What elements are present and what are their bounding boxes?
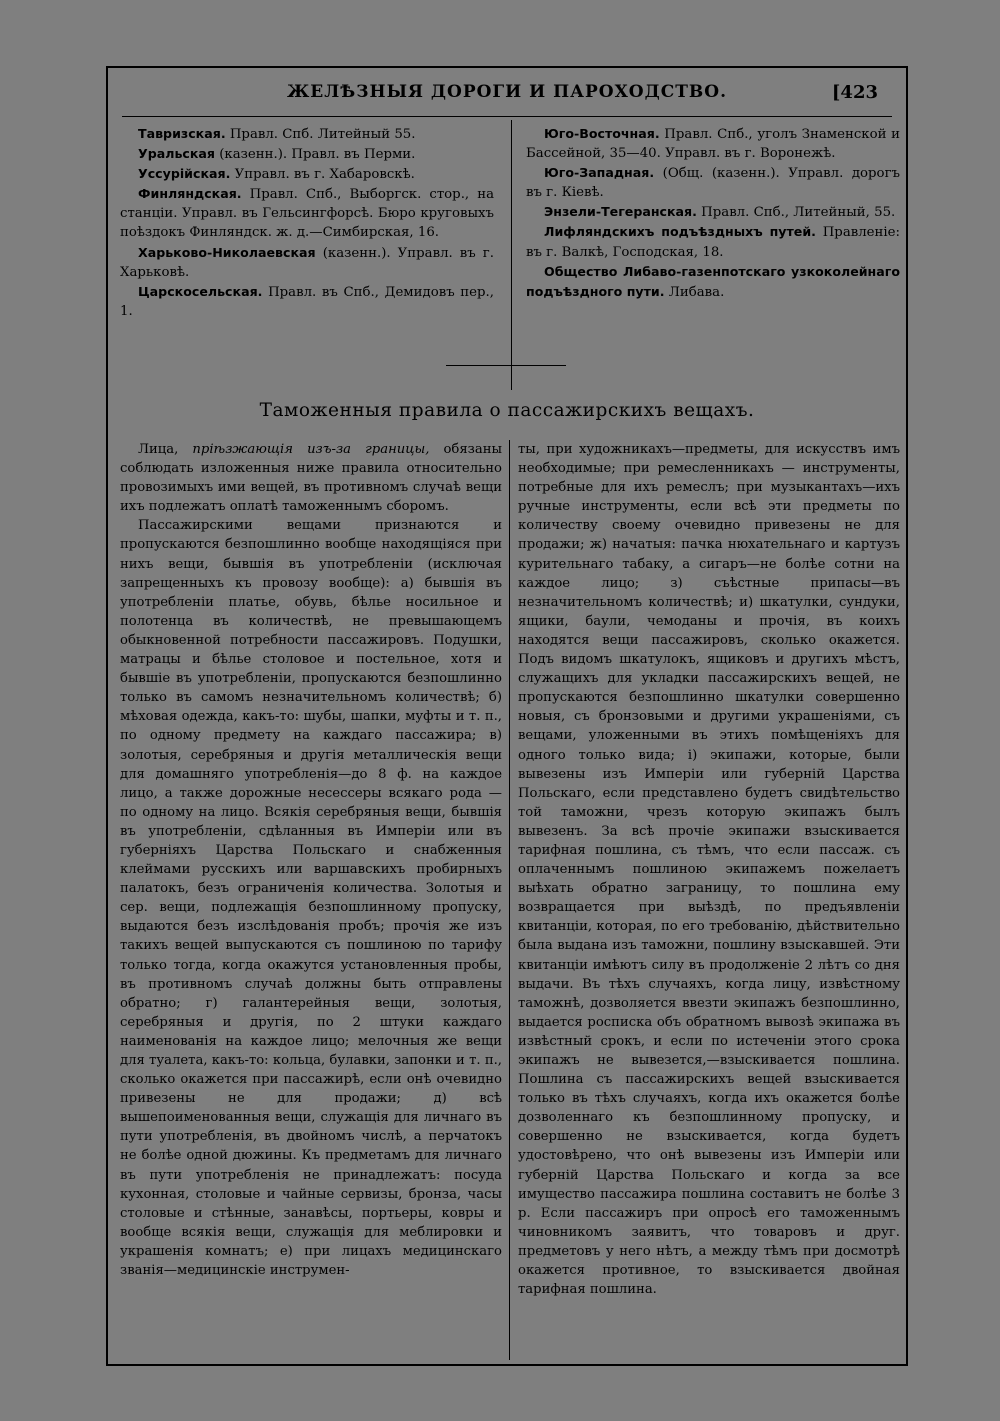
page-number: [423	[831, 82, 878, 103]
body-column-right	[518, 440, 900, 1299]
railway-details: Либава.	[664, 284, 725, 300]
railway-details: (Общ. (казенн.). Управл. дорогъ въ г. Кіевѣ.	[526, 166, 900, 201]
railway-list-left	[120, 124, 494, 321]
column-divider-body	[509, 440, 510, 1360]
railway-entry	[120, 124, 494, 144]
railway-details: Правл. Спб., уголъ Знаменской и Бассейной, 35—40. Управл. въ г. Воронежѣ.	[526, 127, 900, 162]
railway-entry	[526, 262, 900, 302]
running-header	[108, 82, 906, 112]
section-title: Таможенныя правила о пассажирскихъ вещахъ.	[259, 400, 755, 421]
railway-name: Общество Либаво-газенпотскаго узкоколейнаго подъѣздного пути.	[526, 263, 900, 299]
railway-entry	[120, 282, 494, 321]
paragraph-emphasis: пріѣзжающія изъ-за границы,	[192, 442, 430, 457]
railway-name: Лифляндскихъ подъѣздныхъ путей.	[544, 224, 816, 240]
railway-entry	[120, 184, 494, 242]
header-title: ЖЕЛѢЗНЫЯ ДОРОГИ И ПАРОХОДСТВО.	[286, 82, 728, 102]
railway-details: Правл. Спб., Литейный, 55.	[696, 205, 896, 221]
railway-entry	[526, 222, 900, 261]
railway-details: (казенн.). Правл. въ Перми.	[215, 147, 416, 163]
railway-name: Царскосельская.	[138, 283, 263, 299]
paragraph	[518, 440, 900, 1299]
railway-name: Финляндская.	[138, 186, 242, 202]
railway-details: Правленіе: въ г. Валкѣ, Господская, 18.	[526, 225, 901, 260]
railway-entry	[120, 243, 494, 282]
paragraph-text: Пассажирскими вещами признаются и пропускаются безпошлинно вообще находящіяся при нихъ вещи, бывшія въ употребленіи (исключая запрещенныхъ къ провозу вообще): а) бывшія въ употребленіи платье, обувь, бѣлье носильное и полотенца въ количествѣ, не превышающемъ обыкновенной потребности пассажировъ. Подушки, матрацы и бѣлье столовое и постельное, хотя и бывшіе въ употребленіи, пропускаются безпошлинно только въ самомъ незначительномъ количествѣ; б) мѣховая одежда, какъ-то: шубы, шапки, муфты и т. п., по одному предмету на каждаго пассажира; в) золотыя, серебряныя и другія металлическія вещи для домашняго употребленія—до 8 ф. на каждое лицо, а также дорожные несессеры всякаго рода — по одному на лицо. Всякія серебряныя вещи, бывшія въ употребленіи, сдѣланныя въ Имперіи или въ губерніяхъ Царства Польскаго и снабженныя клеймами русскихъ или варшавскихъ пробирныхъ палатокъ, безъ ограниченія количества. Золотыя и сер. вещи, подлежащія безпошлинному пропуску, выдаются безъ изслѣдованія пробъ; прочія же изъ такихъ вещей выпускаются съ пошлиною по тарифу только тогда, когда окажутся установленныя пробы, въ противномъ случаѣ должны быть отправлены обратно; г) галантерейныя вещи, золотыя, серебряныя и другія, по 2 штуки каждаго наименованія на каждое лицо; мелочныя же вещи для туалета, какъ-то: кольца, булавки, запонки и т. п., сколько окажется при пассажирѣ, если онѣ очевидно привезены не для продажи; д) всѣ вышепоименованныя вещи, служащія для личнаго въ пути употребленія, въ двойномъ числѣ, а перчатокъ не болѣе одной дюжины. Къ предметамъ для личнаго въ пути употребленія не принадлежатъ: посуда кухонная, столовые и чайные сервизы, бронза, часы столовые и стѣнные, занавѣсы, портьеры, ковры и вообще всякія вещи, служащія для меблировки и украшенія комнатъ; е) при лицахъ медицинскаго званія—медицинскіе инструмен-	[120, 518, 502, 1279]
railway-details: Правл. въ Спб., Демидовъ пер., 1.	[120, 284, 494, 319]
document-page	[106, 66, 908, 1366]
railway-entry	[526, 124, 900, 163]
railway-details: Правл. Спб. Литейный 55.	[225, 127, 416, 142]
railway-name: Юго-Восточная.	[544, 126, 660, 141]
railway-name: Уральская	[138, 146, 216, 162]
railway-entry	[526, 163, 900, 202]
railway-entry	[120, 144, 494, 164]
railway-name: Харьково-Николаевская	[138, 244, 316, 260]
railway-name: Тавризская.	[138, 126, 226, 141]
railway-details: (казенн.). Управл. въ г. Харьковѣ.	[120, 245, 494, 280]
railway-entry	[526, 202, 900, 222]
header-rule	[122, 116, 892, 117]
paragraph-text: обязаны соблюдать изложенныя ниже правила относительно провозимыхъ ими вещей, въ противномъ случаѣ вещи ихъ подлежатъ оплатѣ таможеннымъ сборомъ.	[120, 442, 503, 515]
railway-details: Управл. въ г. Хабаровскѣ.	[230, 167, 415, 183]
railway-name: Уссурійская.	[138, 166, 231, 182]
railway-details: Правл. Спб., Выборгск. стор., на станціи. Управл. въ Гельсингфорсѣ. Бюро круговыхъ поѣздокъ Финляндск. ж. д.—Симбирская, 16.	[120, 187, 494, 241]
paragraph-text: ты, при художникахъ—предметы, для искусствъ имъ необходимые; при ремесленникахъ — инструменты, потребные для ихъ ремеслъ; при музыкантахъ—ихъ ручные инструменты, если всѣ эти предметы по количеству своему очевидно привезены не для продажи; ж) начатыя: пачка нюхательнаго и картузъ курительнаго табаку, а сигаръ—не болѣе сотни на каждое лицо; з) съѣстные припасы—въ незначительномъ количествѣ; и) шкатулки, сундуки, ящики, баули, чемоданы и прочія, въ коихъ находятся вещи пассажировъ, сколько окажется. Подъ видомъ шкатулокъ, ящиковъ и другихъ мѣстъ, служащихъ для укладки пассажирскихъ вещей, не пропускаются безпошлинно шкатулки совершенно новыя, съ бронзовыми и другими украшеніями, съ вещами, уложенными въ этихъ помѣщеніяхъ для одного только вида; і) экипажи, которые, были вывезены изъ Имперіи или губерній Царства Польскаго, если представлено будетъ свидѣтельство той таможни, чрезъ которую экипажъ былъ вывезенъ. За всѣ прочіе экипажи взыскивается тарифная пошлина, съ тѣмъ, что если пассаж. съ оплаченнымъ пошлиною экипажемъ пожелаетъ выѣхать обратно заграницу, то пошлина ему возвращается при выѣздѣ, по предъявленіи квитанціи, которая, по его требованію, дѣйствительно была выдана изъ таможни, пошлину взыскавшей. Эти квитанціи имѣютъ силу въ продолженіе 2 лѣтъ со дня выдачи. Въ тѣхъ случаяхъ, когда лицу, извѣстному таможнѣ, дозволяется ввезти экипажъ безпошлинно, выдается росписка объ обратномъ вывозѣ экипажа въ извѣстный срокъ, и если по истеченіи этого срока экипажъ не вывезется,—взыскивается пошлина. Пошлина съ пассажирскихъ вещей взыскивается только въ тѣхъ случаяхъ, когда ихъ окажется болѣе дозволеннаго къ безпошлинному пропуску, и совершенно не взыскивается, когда будетъ удостовѣрено, что онѣ вывезены изъ Имперіи или губерній Царства Польскаго и когда за все имущество пассажира пошлина составитъ не болѣе 3 р. Если пассажиръ при опросѣ его таможеннымъ чиновникомъ заявитъ, что товаровъ и друг. предметовъ у него нѣтъ, а между тѣмъ при досмотрѣ окажется противное, то взыскивается двойная тарифная пошлина.	[518, 442, 900, 1298]
section-separator	[446, 365, 566, 366]
railway-name: Юго-Западная.	[544, 165, 655, 181]
paragraph	[120, 516, 502, 1280]
paragraph-lead: Лица,	[138, 442, 193, 457]
paragraph	[120, 440, 502, 516]
column-divider-top	[511, 120, 512, 390]
railway-list-right	[526, 124, 900, 302]
railway-entry	[120, 164, 494, 184]
body-column-left	[120, 440, 502, 1280]
railway-name: Энзели-Тегеранская.	[544, 204, 697, 220]
